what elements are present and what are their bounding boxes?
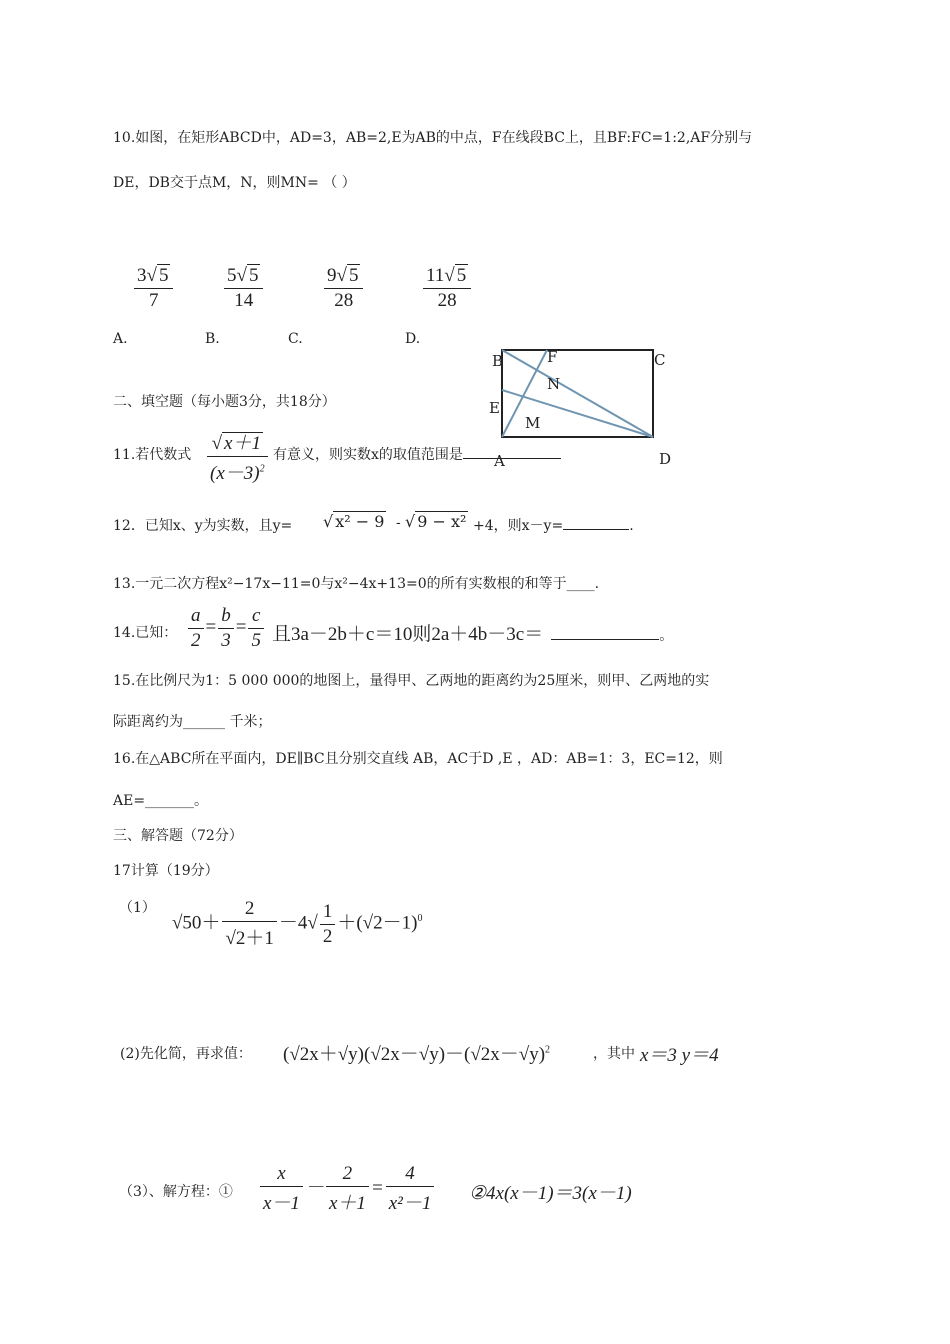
option-d-value: $\frac{11√ 5}{28}$ [421,265,473,312]
q11-prefix: 11.若代数式 [113,447,192,463]
section-3-title: 三、解答题（72分） [113,828,243,844]
q17-part2-expression: $(√2x+√y)(√2x-√y)-(√2x-√y)^2$ [283,1044,551,1065]
option-a-label: A. [113,331,128,347]
q11-fraction: $\frac{√ x+1}{(x-3)^2}$ [205,428,270,485]
q17-part1-label: （1） [119,900,156,916]
label-c: C [654,351,666,369]
q17-part2-label: (2)先化简，再求值： [120,1046,252,1062]
q12-radical-2: √ 9 − x² [405,512,467,531]
q16-line2: AE=_______。 [113,793,209,809]
q10-line1: 10.如图，在矩形ABCD中，AD=3，AB=2,E为AB的中点，F在线段BC上，且BF:FC=1:2,AF分别与 [113,130,753,146]
label-e: E [489,399,500,417]
label-b: B [492,352,504,370]
option-b-label: B. [205,331,220,347]
option-c-value: $\frac{9√ 5}{28}$ [322,265,365,312]
q12-prefix: 12．已知x、y为实数，且y= [113,518,293,534]
q14-condition: 且3a－2b＋c＝10则2a＋4b－3c＝ 。 [272,624,674,645]
q14-prefix: 14.已知： [113,625,178,641]
q17-part3-label: （3）、解方程：① [119,1184,233,1200]
q17-part2-values: x＝3 y＝4 [640,1045,719,1066]
q12-radical-1: √ x² − 9 [323,512,385,531]
option-c-label: C. [288,331,303,347]
label-f: F [547,348,558,366]
option-d-label: D. [405,331,421,347]
label-d: D [659,450,672,468]
q14-ratio: $\frac{a}{2}$ = $\frac{b}{3}$ = $\frac{c}{5}$ [186,605,266,652]
q17-part3-equation-1: $\frac{x}{x-1}$ － $\frac{2}{x+1}$ = $\frac{4}{\text{x²－1}}$ [258,1163,436,1215]
q15-line2: 际距离约为______ 千米； [113,714,272,730]
q10-line2: DE，DB交于点M，N，则MN= （ ） [113,175,356,191]
label-n: N [547,375,561,393]
q12-minus: - [396,515,401,531]
option-a-value: $\frac{3√ 5}{7}$ [132,265,175,312]
label-a: A [494,452,505,470]
q11-suffix: 有意义，则实数x的取值范围是 [273,444,561,464]
q13-text: 13.一元二次方程x²−17x−11=0与x²−4x+13=0的所有实数根的和等于____. [113,576,600,592]
q15-line1: 15.在比例尺为1：5 000 000的地图上，量得甲、乙两地的距离约为25厘米，则甲、乙两地的实 [113,673,710,689]
option-b-value: $\frac{5√ 5}{14}$ [222,265,265,312]
q17-part2-condition: ，其中 [593,1046,635,1062]
q17-part3-equation-2: ②4x(x－1)＝3(x－1) [469,1183,632,1204]
label-m: M [525,414,541,432]
q16-line1: 16.在△ABC所在平面内，DE∥BC且分别交直线 AB，AC于D ,E ，AD：AB=1：3，EC=12，则 [113,751,723,767]
q12-suffix: +4，则x－y= . [473,518,634,534]
q17-part1-expression: √50＋ $\frac{2}{√2+1}$ －4√ $\frac{1}{2}$ $+(√2-1)^0$ [172,898,423,949]
section-2-title: 二、填空题（每小题3分，共18分） [113,394,336,410]
q17-title: 17计算（19分） [113,863,219,879]
